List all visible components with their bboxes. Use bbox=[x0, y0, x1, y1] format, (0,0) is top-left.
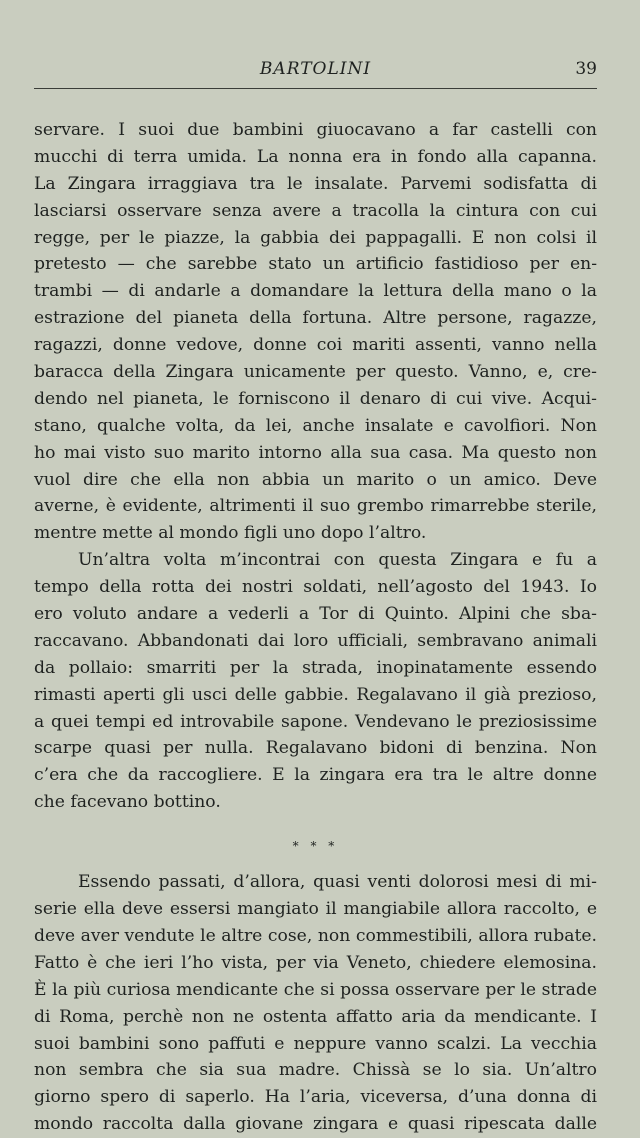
paragraph-2 bbox=[34, 547, 597, 816]
body-text bbox=[34, 117, 597, 1138]
paragraph-3 bbox=[34, 869, 597, 1138]
running-head-title: BARTOLINI bbox=[259, 59, 372, 79]
text-line: regge, per le piazze, la gabbia dei pappagalli. E non colsi il bbox=[34, 227, 597, 248]
text-line: rimasti aperti gli usci delle gabbie. Regalavano il già prezioso, bbox=[34, 684, 597, 705]
text-line: stano, qualche volta, da lei, anche insalate e cavolfiori. Non bbox=[34, 415, 597, 436]
text-line: tempo della rotta dei nostri soldati, nell’agosto del 1943. Io bbox=[34, 577, 597, 598]
text-line: ragazzi, donne vedove, donne coi mariti assenti, vanno nella bbox=[34, 335, 597, 356]
text-line: scarpe quasi per nulla. Regalavano bidoni di benzina. Non bbox=[34, 738, 597, 759]
text-line: Essendo passati, d’allora, quasi venti dolorosi mesi di mi- bbox=[78, 872, 597, 893]
text-line: Fatto è che ieri l’ho vista, per via Veneto, chiedere elemosina. bbox=[34, 952, 597, 973]
text-line: dendo nel pianeta, le forniscono il denaro di cui vive. Acqui- bbox=[34, 388, 597, 409]
running-head bbox=[34, 54, 597, 89]
text-line: averne, è evidente, altrimenti il suo grembo rimarrebbe sterile, bbox=[34, 496, 597, 517]
text-line: ho mai visto suo marito intorno alla sua casa. Ma questo non bbox=[34, 442, 597, 463]
text-line: È la più curiosa mendicante che si possa osservare per le strade bbox=[34, 979, 597, 1000]
section-break: * * * bbox=[292, 839, 339, 854]
text-line: non sembra che sia sua madre. Chissà se lo sia. Un’altro bbox=[34, 1060, 597, 1081]
text-line: suoi bambini sono paffuti e neppure vanno scalzi. La vecchia bbox=[34, 1033, 597, 1054]
text-line: di Roma, perchè non ne ostenta affatto aria da mendicante. I bbox=[34, 1006, 597, 1027]
text-line: ero voluto andare a vederli a Tor di Quinto. Alpini che sba- bbox=[34, 604, 597, 625]
text-line: mentre mette al mondo figli uno dopo l’altro. bbox=[34, 523, 427, 544]
paragraph-1 bbox=[34, 117, 597, 547]
text-line: giorno spero di saperlo. Ha l’aria, viceversa, d’una donna di bbox=[34, 1087, 597, 1108]
text-line: Un’altra volta m’incontrai con questa Zingara e fu a bbox=[78, 550, 597, 571]
text-line: pretesto — che sarebbe stato un artificio fastidioso per en- bbox=[34, 254, 597, 275]
text-line: vuol dire che ella non abbia un marito o un amico. Deve bbox=[34, 469, 597, 490]
text-line: servare. I suoi due bambini giuocavano a far castelli con bbox=[34, 120, 597, 140]
text-line: c’era che da raccogliere. E la zingara era tra le altre donne bbox=[34, 765, 597, 786]
text-line: che facevano bottino. bbox=[34, 792, 221, 813]
text-line: a quei tempi ed introvabile sapone. Vendevano le preziosissime bbox=[34, 711, 597, 732]
text-line: serie ella deve essersi mangiato il mangiabile allora raccolto, e bbox=[34, 899, 597, 920]
text-line: da pollaio: smarriti per la strada, inopinatamente essendo bbox=[34, 657, 597, 678]
text-line: mondo raccolta dalla giovane zingara e quasi ripescata dalle bbox=[34, 1114, 597, 1135]
text-line: raccavano. Abbandonati dai loro ufficiali, sembravano animali bbox=[34, 630, 597, 651]
text-line: baracca della Zingara unicamente per questo. Vanno, e, cre- bbox=[34, 362, 597, 383]
text-line: lasciarsi osservare senza avere a tracolla la cintura con cui bbox=[34, 200, 597, 221]
text-line: La Zingara irraggiava tra le insalate. Parvemi sodisfatta di bbox=[34, 173, 597, 194]
text-line: mucchi di terra umida. La nonna era in fondo alla capanna. bbox=[34, 146, 597, 167]
text-line: trambi — di andarle a domandare la lettura della mano o la bbox=[34, 281, 597, 302]
text-line: deve aver vendute le altre cose, non commestibili, allora rubate. bbox=[34, 925, 597, 946]
text-line: estrazione del pianeta della fortuna. Altre persone, ragazze, bbox=[34, 308, 597, 329]
page-number: 39 bbox=[575, 59, 597, 79]
